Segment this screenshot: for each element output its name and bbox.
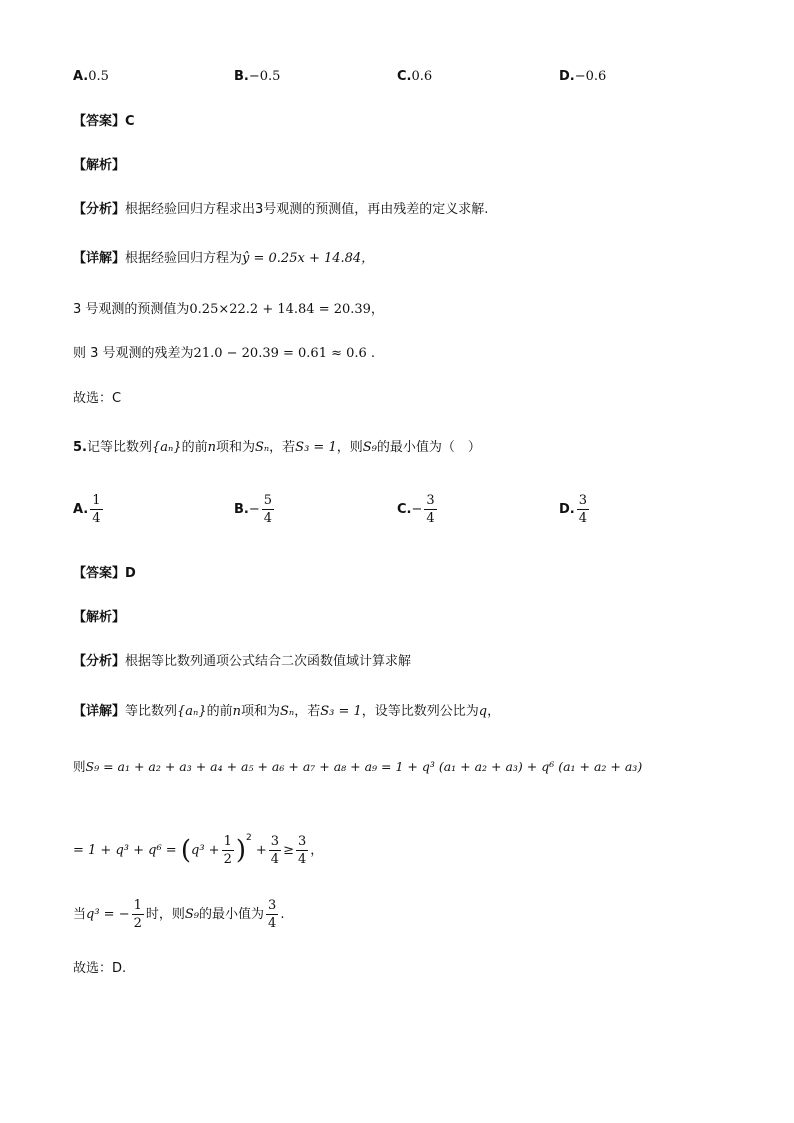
question-number: 5. bbox=[73, 440, 87, 455]
s9-symbol: S₉ bbox=[184, 907, 200, 922]
numerator: 3 bbox=[426, 493, 435, 508]
stem-text: 项和为 bbox=[215, 440, 255, 455]
option-letter: C. bbox=[397, 502, 412, 517]
denominator: 4 bbox=[268, 916, 277, 931]
fenxi-label: 【分析】 bbox=[73, 654, 126, 669]
fenxi-text: 根据经验回归方程求出3号观测的预测值，再由残差的定义求解. bbox=[125, 202, 489, 217]
option-value: 0.5 bbox=[88, 69, 109, 84]
numerator: 1 bbox=[92, 493, 101, 508]
square-exponent: 2 bbox=[246, 833, 252, 843]
q5-detail bbox=[73, 702, 500, 722]
q5-choice: 故选：D. bbox=[73, 961, 127, 976]
option-letter: D. bbox=[559, 69, 575, 84]
q5-stem bbox=[73, 438, 481, 458]
fenxi-text: 根据等比数列通项公式结合二次函数值域计算求解 bbox=[125, 654, 412, 669]
when-text: 时，则 bbox=[145, 907, 185, 922]
eq2-end: ， bbox=[310, 843, 324, 858]
option-letter: B. bbox=[234, 502, 249, 517]
denominator: 4 bbox=[270, 852, 280, 867]
option-letter: A. bbox=[73, 502, 89, 517]
q5-option-a bbox=[73, 494, 105, 525]
detail-text: 项和为 bbox=[240, 704, 280, 719]
stem-text: 记等比数列 bbox=[86, 440, 152, 455]
min-fraction bbox=[296, 835, 308, 866]
q5-option-b bbox=[234, 494, 276, 525]
option-letter: B. bbox=[234, 69, 249, 84]
detail-label: 【详解】 bbox=[73, 704, 126, 719]
s3-condition: S₃ = 1 bbox=[320, 704, 362, 719]
denominator: 4 bbox=[92, 511, 101, 526]
numerator: 5 bbox=[263, 493, 273, 508]
when-end: . bbox=[280, 907, 285, 922]
q5-analysis-title: 【解析】 bbox=[73, 610, 126, 625]
right-paren: ) bbox=[235, 835, 246, 866]
q4-option-b bbox=[234, 67, 280, 87]
eq2-left: = 1 + q³ + q⁶ = bbox=[73, 843, 177, 858]
left-paren: ( bbox=[180, 835, 191, 866]
n-symbol: n bbox=[232, 704, 241, 719]
denominator: 4 bbox=[263, 511, 273, 526]
when-text: 的最小值为 bbox=[199, 907, 265, 922]
option-fraction bbox=[90, 494, 102, 525]
s9-expansion: S₉ = a₁ + a₂ + a₃ + a₄ + a₅ + a₆ + a₇ + a₈ + a₉ = 1 + q³ (a₁ + a₂ + a₃) + q⁶ (a₁ + a₂ + a₃) bbox=[85, 759, 643, 774]
option-letter: A. bbox=[73, 69, 89, 84]
sequence-symbol: {aₙ} bbox=[177, 704, 207, 719]
stem-text: 的最小值为（ ） bbox=[376, 440, 481, 455]
ge-sign: ≥ bbox=[283, 843, 294, 858]
q5-fenxi bbox=[73, 652, 411, 672]
numerator: 3 bbox=[578, 493, 588, 508]
three-quarters-fraction bbox=[269, 835, 281, 866]
eq-prefix: 则 bbox=[73, 759, 86, 774]
stem-text: ，则 bbox=[336, 440, 363, 455]
residual-text: 则 3 号观测的残差为 bbox=[73, 346, 194, 361]
sn-symbol: Sₙ bbox=[254, 440, 270, 455]
q4-choice: 故选：C bbox=[73, 391, 122, 406]
numerator: 1 bbox=[223, 834, 232, 849]
q-symbol: q bbox=[478, 704, 488, 719]
q5-eq2 bbox=[73, 818, 324, 867]
stem-text: ，若 bbox=[269, 440, 296, 455]
option-sign: − bbox=[411, 502, 423, 517]
q5-eq1 bbox=[73, 757, 642, 777]
denominator: 2 bbox=[223, 852, 232, 867]
denominator: 4 bbox=[297, 852, 307, 867]
q4-analysis-title: 【解析】 bbox=[73, 158, 126, 173]
sequence-symbol: {aₙ} bbox=[152, 440, 182, 455]
option-value: −0.6 bbox=[574, 69, 607, 84]
option-fraction bbox=[262, 494, 274, 525]
half-fraction bbox=[222, 835, 234, 866]
residual-formula: 21.0 − 20.39 = 0.61 ≈ 0.6 . bbox=[193, 346, 376, 361]
stem-text: 的前 bbox=[181, 440, 208, 455]
option-letter: D. bbox=[559, 502, 575, 517]
option-letter: C. bbox=[397, 69, 412, 84]
detail-label: 【详解】 bbox=[73, 251, 126, 266]
denominator: 4 bbox=[426, 511, 435, 526]
when-text: 当 bbox=[73, 907, 87, 922]
numerator: 3 bbox=[268, 898, 277, 913]
q4-detail bbox=[73, 249, 374, 269]
q5-answer: 【答案】D bbox=[73, 566, 136, 581]
numerator: 1 bbox=[133, 898, 142, 913]
detail-text: ， bbox=[487, 704, 501, 719]
q4-fenxi bbox=[73, 200, 488, 220]
q5-option-d bbox=[559, 494, 591, 525]
option-sign: − bbox=[248, 502, 260, 517]
q5-option-c bbox=[397, 494, 439, 525]
option-fraction bbox=[424, 494, 436, 525]
q4-residual bbox=[73, 344, 375, 364]
fenxi-label: 【分析】 bbox=[73, 202, 126, 217]
plus-sign: + bbox=[255, 843, 267, 858]
q-cubed-condition: q³ = − bbox=[86, 907, 130, 922]
detail-text: 根据经验回归方程为 bbox=[125, 251, 243, 266]
eq2-inner: q³ + bbox=[191, 843, 220, 858]
half-fraction bbox=[132, 899, 144, 930]
regression-formula: ŷ = 0.25x + 14.84， bbox=[242, 251, 375, 266]
q4-answer: 【答案】C bbox=[73, 114, 135, 129]
detail-text: ，若 bbox=[294, 704, 321, 719]
n-symbol: n bbox=[207, 440, 216, 455]
detail-text: 等比数列 bbox=[125, 704, 178, 719]
q4-prediction bbox=[73, 300, 384, 320]
s3-condition: S₃ = 1 bbox=[295, 440, 337, 455]
q4-option-d bbox=[559, 67, 606, 87]
option-value: −0.5 bbox=[248, 69, 281, 84]
prediction-formula: 0.25×22.2 + 14.84 = 20.39， bbox=[189, 302, 384, 317]
q5-when bbox=[73, 895, 284, 935]
s9-symbol: S₉ bbox=[362, 440, 377, 455]
numerator: 3 bbox=[270, 834, 280, 849]
detail-text: ，设等比数列公比为 bbox=[361, 704, 479, 719]
q4-option-c bbox=[397, 67, 432, 87]
denominator: 2 bbox=[133, 916, 142, 931]
denominator: 4 bbox=[578, 511, 588, 526]
option-value: 0.6 bbox=[411, 69, 433, 84]
q4-option-a bbox=[73, 67, 109, 87]
option-fraction bbox=[577, 494, 589, 525]
prediction-text: 3 号观测的预测值为 bbox=[73, 302, 190, 317]
min-value-fraction bbox=[266, 899, 278, 930]
detail-text: 的前 bbox=[206, 704, 233, 719]
sn-symbol: Sₙ bbox=[280, 704, 295, 719]
numerator: 3 bbox=[297, 834, 307, 849]
